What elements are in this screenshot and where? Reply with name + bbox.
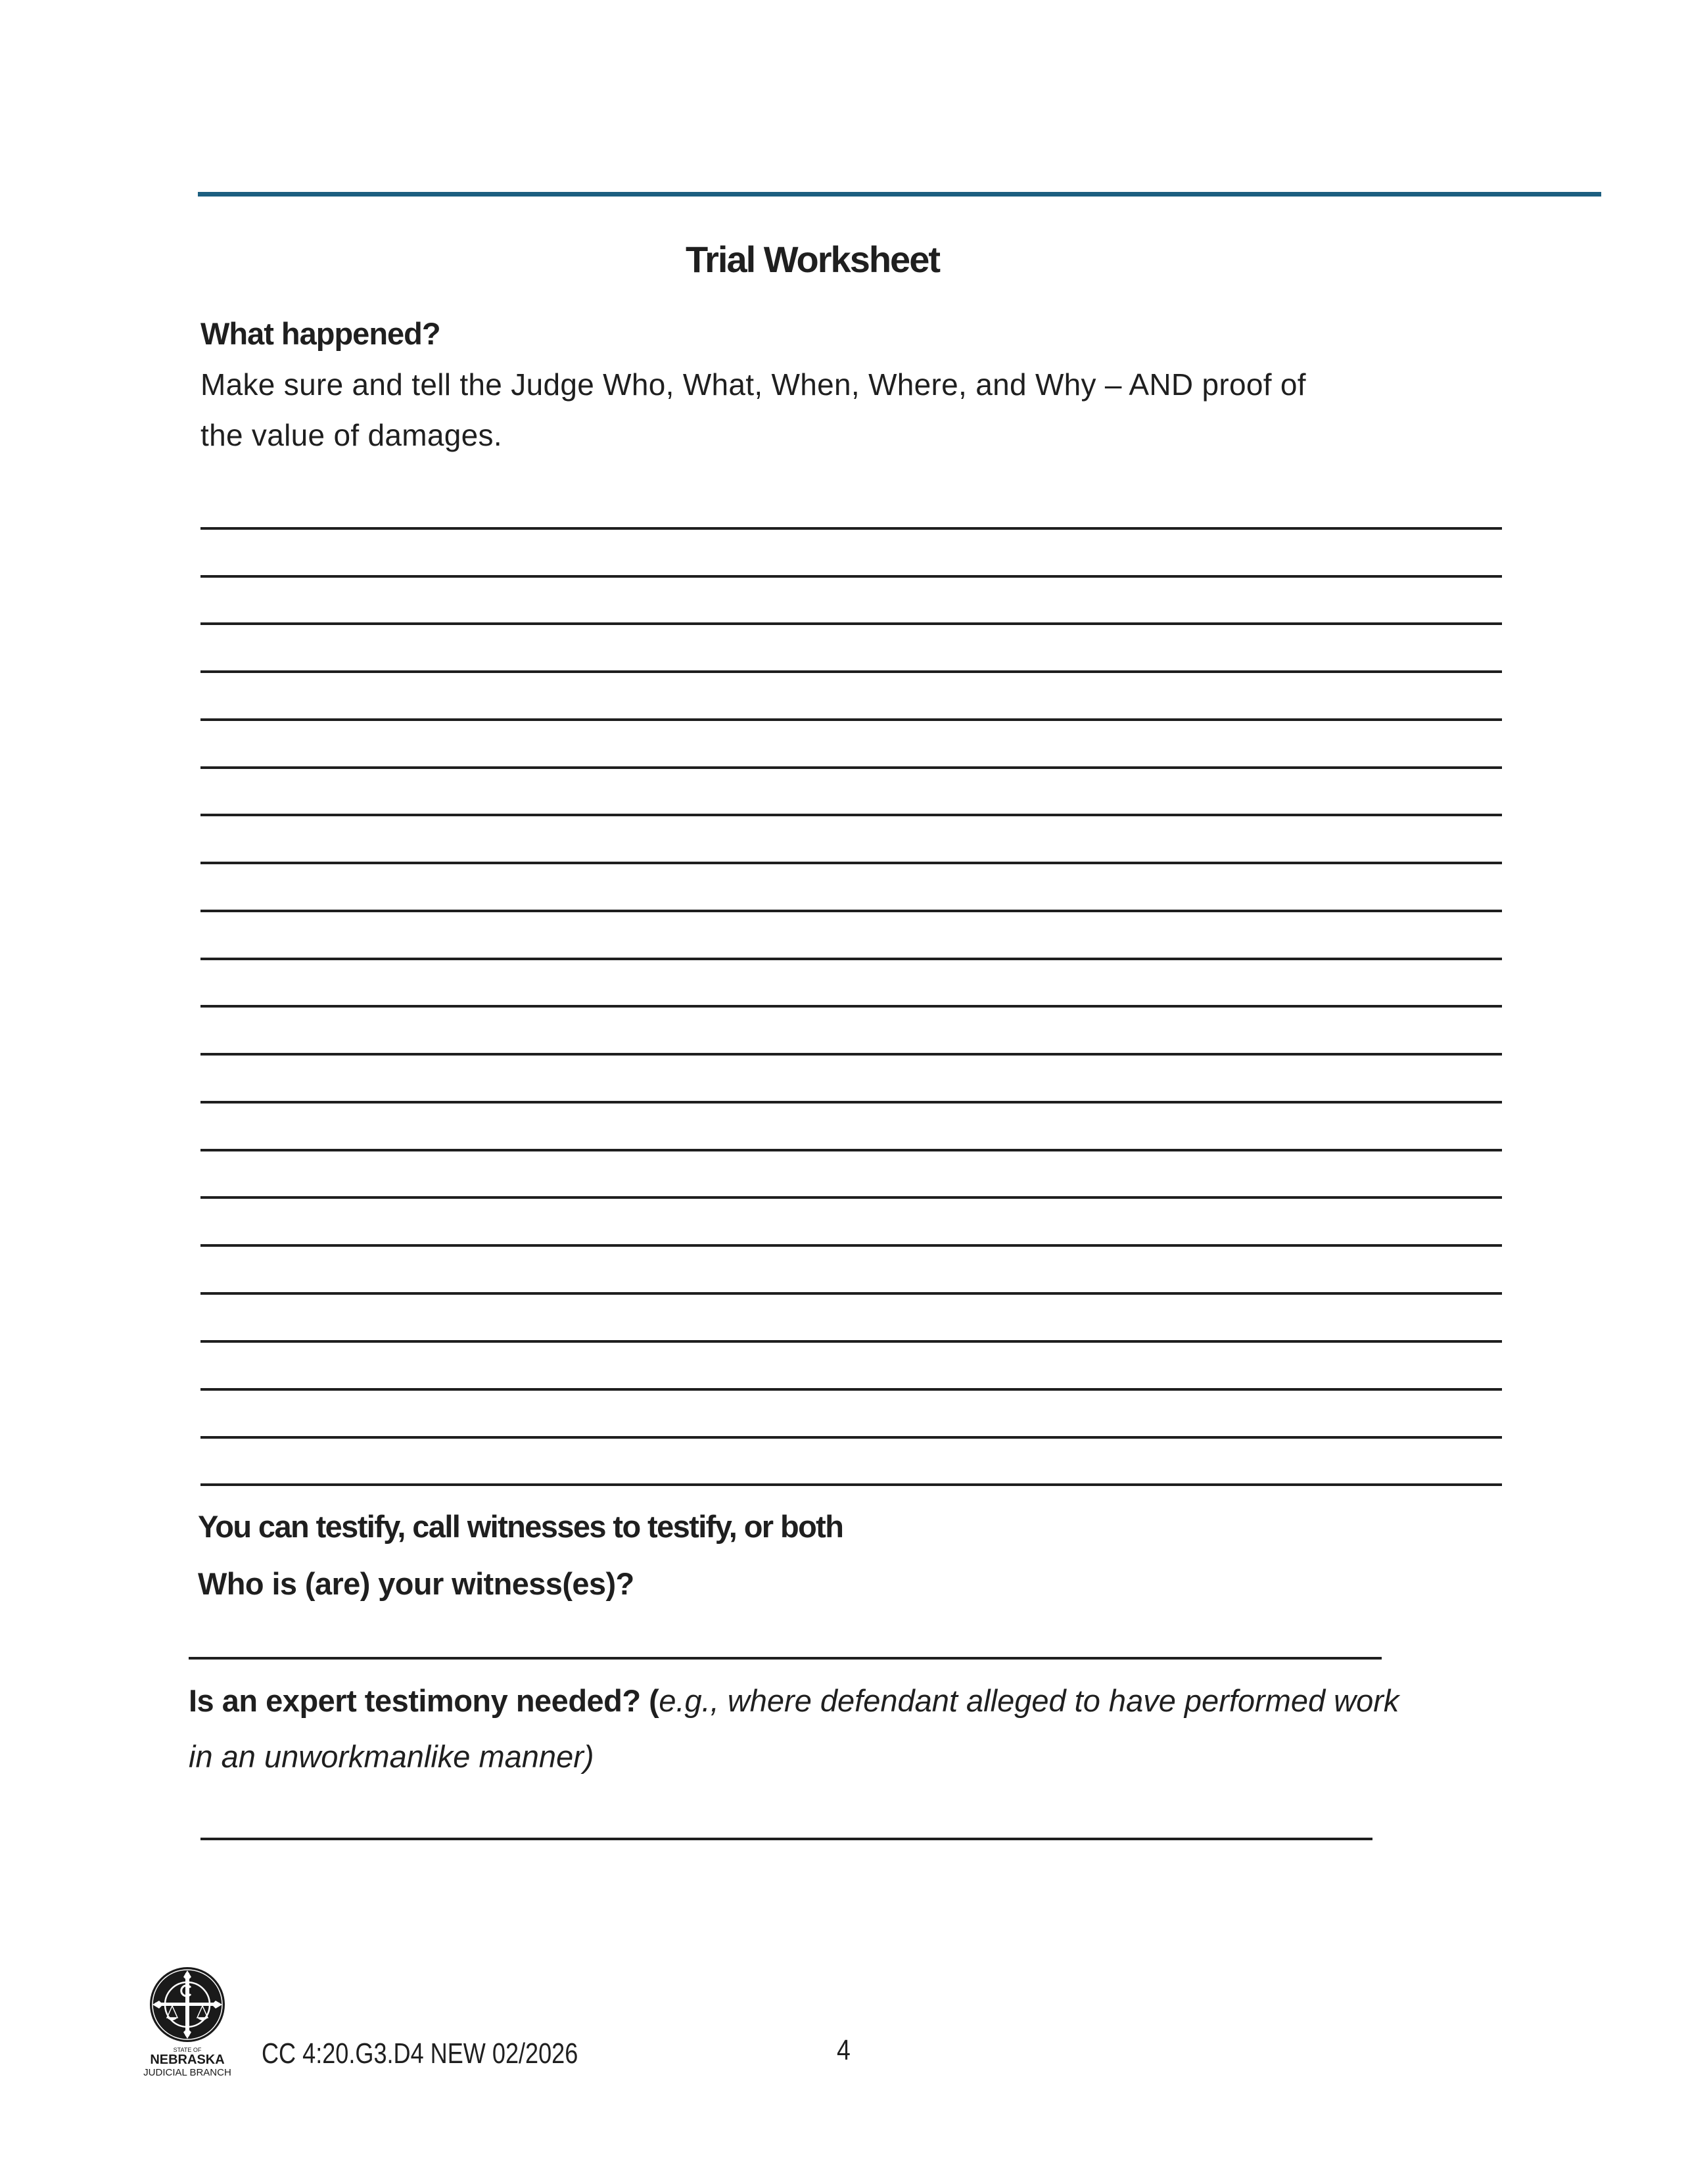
writing-line[interactable] xyxy=(200,622,1502,625)
expert-example-text-line2: in an unworkmanlike manner) xyxy=(189,1739,594,1774)
writing-line[interactable] xyxy=(200,575,1502,578)
page-title: Trial Worksheet xyxy=(685,239,939,280)
writing-line[interactable] xyxy=(200,670,1502,673)
writing-line[interactable] xyxy=(200,1436,1502,1439)
writing-line[interactable] xyxy=(200,1101,1502,1104)
testify-statement: You can testify, call witnesses to testify, or both xyxy=(198,1509,843,1544)
writing-line[interactable] xyxy=(200,958,1502,960)
what-happened-instructions-line2: the value of damages. xyxy=(200,418,502,452)
writing-line[interactable] xyxy=(200,1292,1502,1295)
writing-line[interactable] xyxy=(200,1053,1502,1056)
writing-line[interactable] xyxy=(200,1340,1502,1343)
form-code: CC 4:20.G3.D4 NEW 02/2026 xyxy=(262,2037,578,2070)
writing-line[interactable] xyxy=(200,1005,1502,1008)
expert-testimony-question xyxy=(189,1683,1399,1719)
witness-answer-line[interactable] xyxy=(189,1657,1382,1660)
expert-question-label: Is an expert testimony needed? ( xyxy=(189,1683,659,1718)
writing-line[interactable] xyxy=(200,1483,1502,1486)
writing-line[interactable] xyxy=(200,1196,1502,1199)
witness-question: Who is (are) your witness(es)? xyxy=(198,1566,634,1601)
what-happened-heading: What happened? xyxy=(200,316,440,351)
writing-line[interactable] xyxy=(200,527,1502,530)
writing-line[interactable] xyxy=(200,718,1502,721)
writing-line[interactable] xyxy=(200,910,1502,912)
logo-state-of: STATE OF xyxy=(173,2047,202,2053)
nebraska-judicial-seal-icon xyxy=(143,1964,235,2082)
writing-line[interactable] xyxy=(200,862,1502,864)
writing-line[interactable] xyxy=(200,1244,1502,1247)
writing-line[interactable] xyxy=(200,814,1502,816)
header-rule xyxy=(198,192,1601,197)
page-number: 4 xyxy=(837,2034,851,2066)
writing-line[interactable] xyxy=(200,1388,1502,1391)
writing-line[interactable] xyxy=(200,766,1502,769)
expert-answer-line[interactable] xyxy=(200,1838,1372,1840)
what-happened-instructions-line1: Make sure and tell the Judge Who, What, When, Where, and Why – AND proof of xyxy=(200,367,1306,402)
logo-judicial-branch: JUDICIAL BRANCH xyxy=(143,2067,231,2078)
logo-nebraska: NEBRASKA xyxy=(150,2053,225,2067)
expert-example-text: e.g., where defendant alleged to have performed work xyxy=(659,1683,1399,1718)
writing-line[interactable] xyxy=(200,1149,1502,1151)
